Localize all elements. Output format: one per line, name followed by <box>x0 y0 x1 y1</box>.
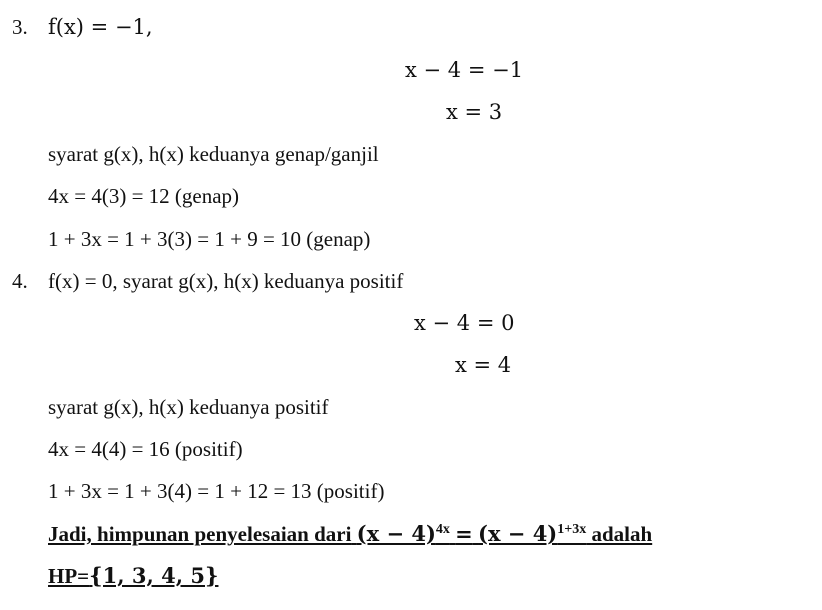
conclusion-intro: Jadi, himpunan penyelesaian dari <box>48 522 352 546</box>
conclusion-tail: adalah <box>591 522 653 546</box>
item-4-number: 4. <box>12 269 28 293</box>
conclusion-base-1: (x − 4) <box>356 521 436 546</box>
item-3-number: 3. <box>12 15 28 39</box>
hp-set: {1, 3, 4, 5} <box>89 563 219 588</box>
item-3-equation-1: x − 4 = −1 <box>405 58 524 82</box>
item-4-rule: syarat g(x), h(x) keduanya positif <box>48 395 329 419</box>
item-4-check-2: 1 + 3x = 1 + 3(4) = 1 + 12 = 13 (positif) <box>48 479 385 503</box>
item-3-equation-2: x = 3 <box>446 100 503 124</box>
item-4-equation-2: x = 4 <box>455 353 512 377</box>
conclusion-base-2: (x − 4) <box>478 521 558 546</box>
conclusion-line <box>48 521 652 547</box>
conclusion-exponent-1: 4x <box>435 522 450 537</box>
conclusion-exponent-2: 1+3x <box>557 522 587 537</box>
item-4-check-1: 4x = 4(4) = 16 (positif) <box>48 437 243 461</box>
conclusion-equals: = <box>455 521 473 546</box>
item-3-condition: f(x) = −1, <box>48 15 153 39</box>
item-4-equation-1: x − 4 = 0 <box>414 311 515 335</box>
item-3-check-1: 4x = 4(3) = 12 (genap) <box>48 184 240 208</box>
hp-line <box>48 563 218 589</box>
item-3-rule: syarat g(x), h(x) keduanya genap/ganjil <box>48 142 379 166</box>
item-3-check-2: 1 + 3x = 1 + 3(3) = 1 + 9 = 10 (genap) <box>48 227 371 251</box>
hp-label: HP= <box>48 564 90 588</box>
item-4-condition: f(x) = 0, syarat g(x), h(x) keduanya positif <box>48 269 404 293</box>
